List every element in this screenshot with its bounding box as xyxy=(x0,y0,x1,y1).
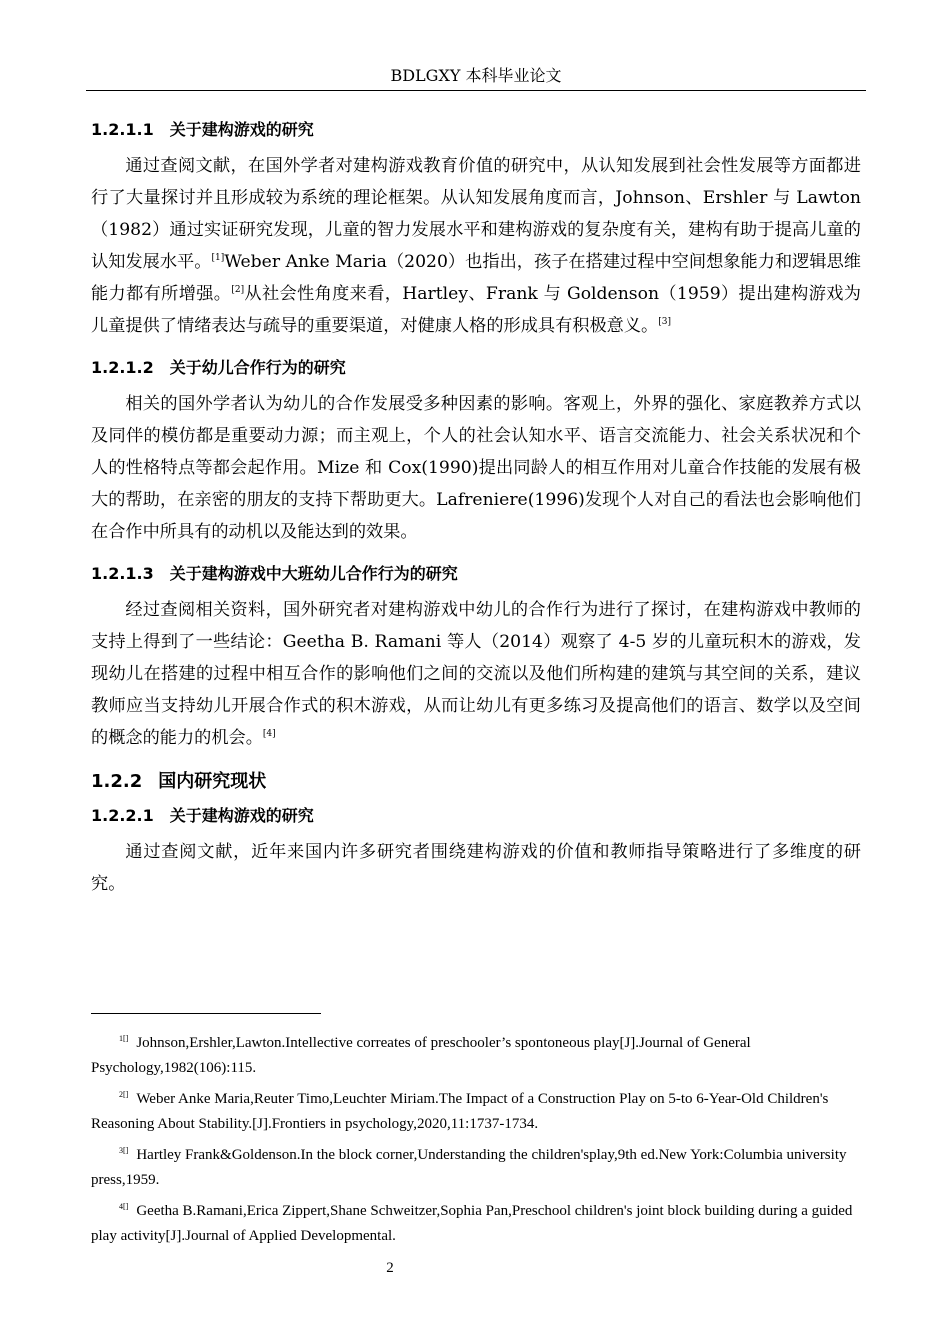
footnote-text: Geetha B.Ramani,Erica Zippert,Shane Schweitzer,Sophia Pan,Preschool children's joint block building during a guided play activity[J].Journal of Applied Developmental. xyxy=(91,1203,853,1244)
section-paragraph: 通过查阅文献，近年来国内许多研究者围绕建构游戏的价值和教师指导策略进行了多维度的研究。 xyxy=(91,842,861,894)
footnote-mark: 1[] xyxy=(119,1034,129,1043)
citation-marker: [3] xyxy=(658,317,671,327)
section-foreign-cooperation-in-play xyxy=(91,558,861,754)
section-title: 关于建构游戏的研究 xyxy=(169,806,314,825)
footnote xyxy=(91,1031,861,1081)
section-heading xyxy=(91,114,861,146)
section-title: 关于建构游戏的研究 xyxy=(169,120,314,139)
citation-marker: [4] xyxy=(262,729,276,739)
footnote-mark: 4[] xyxy=(119,1202,129,1211)
main-content xyxy=(91,114,861,910)
citation-marker: [1] xyxy=(211,253,225,263)
section-title: 关于幼儿合作行为的研究 xyxy=(169,358,346,377)
section-paragraph xyxy=(91,594,861,754)
footnotes xyxy=(91,1031,861,1255)
paragraph-text: 经过查阅相关资料，国外研究者对建构游戏中幼儿的合作行为进行了探讨，在建构游戏中教师的支持上得到了一些结论：Geetha B. Ramani 等人（2014）观察了 4-5 岁的儿童玩积木的游戏，发现幼儿在搭建的过程中相互合作的影响他们之间的交流以及他们所构建的建筑与其空间的关系，建议教师应当支持幼儿开展合作式的积木游戏，从而让幼儿有更多练习及提高他们的语言、数学以及空间的概念的能力的机会。 xyxy=(91,600,861,748)
section-number: 1.2.1.1 xyxy=(91,120,154,139)
header-divider xyxy=(86,90,866,91)
subsection-number: 1.2.2 xyxy=(91,771,143,792)
paragraph-text: 从社会性角度来看，Hartley、Frank 与 Goldenson（1959）提出建构游戏为儿童提供了情绪表达与疏导的重要渠道，对健康人格的形成具有积极意义。 xyxy=(91,284,861,336)
section-heading xyxy=(91,558,861,590)
section-foreign-cooperation xyxy=(91,352,861,548)
section-title: 关于建构游戏中大班幼儿合作行为的研究 xyxy=(169,564,458,583)
subsection-heading xyxy=(91,764,861,800)
paragraph-text: 通过查阅文献，在国外学者对建构游戏教育价值的研究中，从认知发展到社会性发展等方面都进行了大量探讨并且形成较为系统的理论框架。从认知发展角度而言，Johnson、Ershler 与 Lawton（1982）通过实证研究发现，儿童的智力发展水平和建构游戏的复杂度有关，建构有助于提高儿童的认知发展水平。 xyxy=(91,156,861,272)
section-domestic-construction-play xyxy=(91,800,861,900)
paragraph-text: 相关的国外学者认为幼儿的合作发展受多种因素的影响。客观上，外界的强化、家庭教养方式以及同伴的模仿都是重要动力源；而主观上，个人的社会认知水平、语言交流能力、社会关系状况和个人的性格特点等都会起作用。Mize 和 Cox(1990)提出同龄人的相互作用对儿童合作技能的发展有极大的帮助，在亲密的朋友的支持下帮助更大。Lafreniere(1996)发现个人对自己的看法也会影响他们在合作中所具有的动机以及能达到的效果。 xyxy=(91,394,861,542)
section-number: 1.2.1.2 xyxy=(91,358,154,377)
footnote-text: Johnson,Ershler,Lawton.Intellective correates of preschooler’s spontoneous play[J].Journal of General Psychology,1982(106):115. xyxy=(91,1035,751,1076)
footnote-text: Weber Anke Maria,Reuter Timo,Leuchter Miriam.The Impact of a Construction Play on 5-to 6-Year-Old Children's Reasoning About Stability.[J].Frontiers in psychology,2020,11:1737-1734. xyxy=(91,1091,829,1132)
section-paragraph xyxy=(91,150,861,342)
section-heading xyxy=(91,800,861,832)
section-foreign-construction-play xyxy=(91,114,861,342)
section-paragraph xyxy=(91,388,861,548)
footnote xyxy=(91,1087,861,1137)
subsection-title: 国内研究现状 xyxy=(158,771,267,792)
footnote xyxy=(91,1143,861,1193)
footnote-mark: 2[] xyxy=(119,1090,129,1099)
footnote xyxy=(91,1199,861,1249)
footnote-text: Hartley Frank&Goldenson.In the block corner,Understanding the children'splay,9th ed.New York:Columbia university press,1959. xyxy=(91,1147,847,1188)
section-heading xyxy=(91,352,861,384)
citation-marker: [2] xyxy=(231,285,245,295)
page-number: 2 xyxy=(386,1260,394,1276)
page-header: BDLGXY 本科毕业论文 xyxy=(390,66,562,85)
paragraph-text: Weber Anke Maria（2020）也指出，孩子在搭建过程中空间想象能力和逻辑思维能力都有所增强。 xyxy=(91,252,861,304)
footnote-divider xyxy=(91,1013,321,1014)
section-number: 1.2.1.3 xyxy=(91,564,154,583)
footnote-mark: 3[] xyxy=(119,1146,129,1155)
section-number: 1.2.2.1 xyxy=(91,806,154,825)
